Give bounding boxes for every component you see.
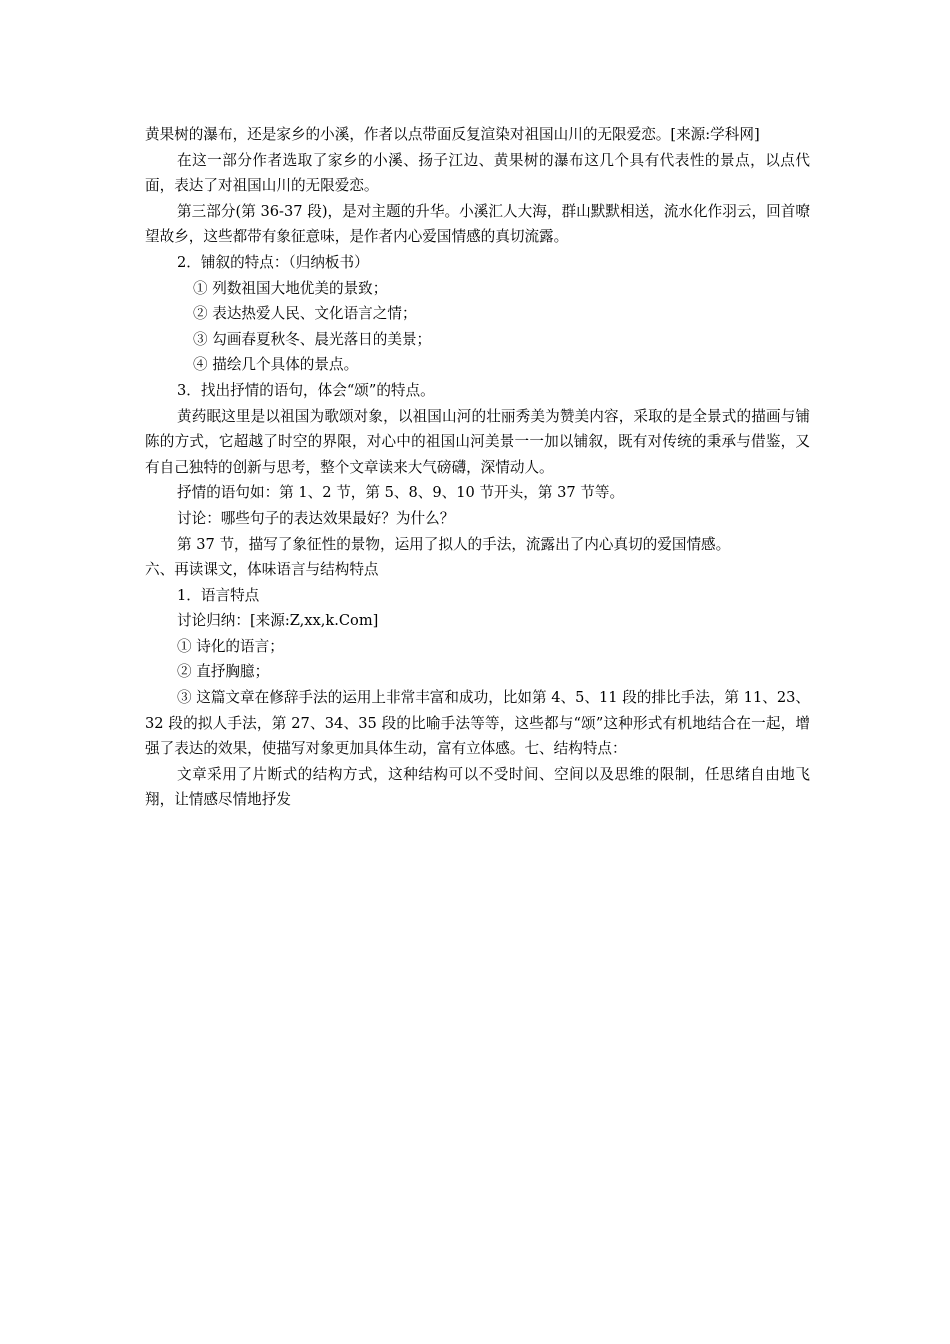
paragraph-section-summary: 在这一部分作者选取了家乡的小溪、扬子江边、黄果树的瀑布这几个具有代表性的景点，以点代面，表达了对祖国山川的无限爱恋。 <box>145 151 810 195</box>
paragraph-part-three: 第三部分(第 36-37 段)，是对主题的升华。小溪汇人大海，群山默默相送，流水化作羽云，回首嘹望故乡，这些都带有象征意味，是作者内心爱国情感的真切流露。 <box>145 202 810 246</box>
list-item: ② 表达热爱人民、文化语言之情； <box>193 305 417 323</box>
paragraph-intro-continuation: 黄果树的瀑布，还是家乡的小溪，作者以点带面反复渲染对祖国山川的无限爱恋。[来源:学科网] <box>145 126 760 143</box>
heading-language-features: 1．语言特点 <box>177 586 260 604</box>
list-item: ④ 描绘几个具体的景点。 <box>193 356 359 374</box>
list-item: ③ 勾画春夏秋冬、晨光落日的美景； <box>193 330 432 348</box>
heading-lyric-sentences: 3．找出抒情的语句，体会“颂”的特点。 <box>177 381 435 399</box>
paragraph-discussion-question: 讨论：哪些句子的表达效果最好？为什么？ <box>177 509 455 527</box>
document-page <box>145 122 810 813</box>
heading-section-six: 六、再读课文，体味语言与结构特点 <box>145 561 379 579</box>
heading-narration-features: 2．铺叙的特点：（归纳板书） <box>177 253 369 271</box>
paragraph-section-37: 第 37 节，描写了象征性的景物，运用了拟人的手法，流露出了内心真切的爱国情感。 <box>177 535 731 553</box>
list-item-rhetoric: ③ 这篇文章在修辞手法的运用上非常丰富和成功，比如第 4、5、11 段的排比手法，第 11、23、32 段的拟人手法，第 27、34、35 段的比喻手法等等，这些都与“颂”这种形式有机地结合在一起，增强了表达的效果，使描写对象更加具体生动，富有立体感。七、结构特点： <box>145 689 810 758</box>
list-item: ② 直抒胸臆； <box>177 663 270 681</box>
paragraph-discussion-summary: 讨论归纳：[来源:Z,xx,k.Com] <box>177 612 379 630</box>
list-item: ① 列数祖国大地优美的景致； <box>193 279 388 297</box>
paragraph-analysis: 黄药眠这里是以祖国为歌颂对象，以祖国山河的壮丽秀美为赞美内容，采取的是全景式的描画与铺陈的方式，它超越了时空的界限，对心中的祖国山河美景一一加以铺叙，既有对传统的秉承与借鉴，又有自己独特的创新与思考，整个文章读来大气磅礴，深情动人。 <box>145 407 810 476</box>
paragraph-structure: 文章采用了片断式的结构方式，这种结构可以不受时间、空间以及思维的限制，任思绪自由地飞翔，让情感尽情地抒发 <box>145 765 810 809</box>
paragraph-lyric-examples: 抒情的语句如：第 1、2 节，第 5、8、9、10 节开头，第 37 节等。 <box>177 484 625 502</box>
list-item: ① 诗化的语言； <box>177 637 284 655</box>
